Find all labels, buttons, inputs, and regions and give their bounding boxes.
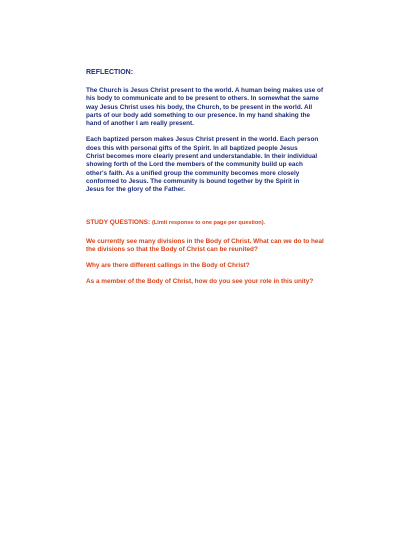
reflection-paragraph-2 (86, 136, 354, 194)
text-line: his body to communicate and to be present to others. In somewhat the same (86, 95, 319, 103)
study-question-2 (86, 262, 354, 270)
text-line: parts of our body add something to our presence. In my hand shaking the (86, 111, 311, 119)
study-questions-heading (86, 218, 354, 228)
text-line: other's faith. As a unified group the community becomes more closely (86, 169, 300, 177)
reflection-heading: REFLECTION: (86, 69, 134, 76)
text-line: conformed to Jesus. The community is bound together by the Spirit in (86, 177, 300, 185)
document-content (86, 68, 354, 287)
reflection-paragraph-1 (86, 87, 354, 128)
study-question-3 (86, 278, 354, 286)
text-line: way Jesus Christ uses his body, the Church, to be present in the world. All (86, 103, 313, 111)
text-line: Each baptized person makes Jesus Christ present in the world. Each person (86, 136, 319, 144)
text-line: The Church is Jesus Christ present to the world. A human being makes use of (86, 87, 324, 94)
study-questions-section (86, 218, 354, 287)
text-line: showing forth of the Lord the members of the community build up each (86, 161, 303, 169)
study-questions-note: (Limit response to one page per question). (151, 219, 266, 226)
question-line: Why are there different callings in the Body of Christ? (86, 262, 250, 270)
study-questions-title: STUDY QUESTIONS: (86, 218, 151, 226)
question-line: As a member of the Body of Christ, how do you see your role in this unity? (86, 278, 314, 286)
study-question-1 (86, 238, 354, 255)
question-line: We currently see many divisions in the Body of Christ. What can we do to heal (86, 237, 324, 245)
text-line: Christ becomes more clearly present and understandable. In their individual (86, 153, 318, 161)
text-line: hand of another I am really present. (86, 120, 194, 128)
text-line: does this with personal gifts of the Spirit. In all baptized people Jesus (86, 144, 298, 152)
question-line: the divisions so that the Body of Christ can be reunited? (86, 245, 258, 253)
text-line: Jesus for the glory of the Father. (86, 186, 186, 194)
